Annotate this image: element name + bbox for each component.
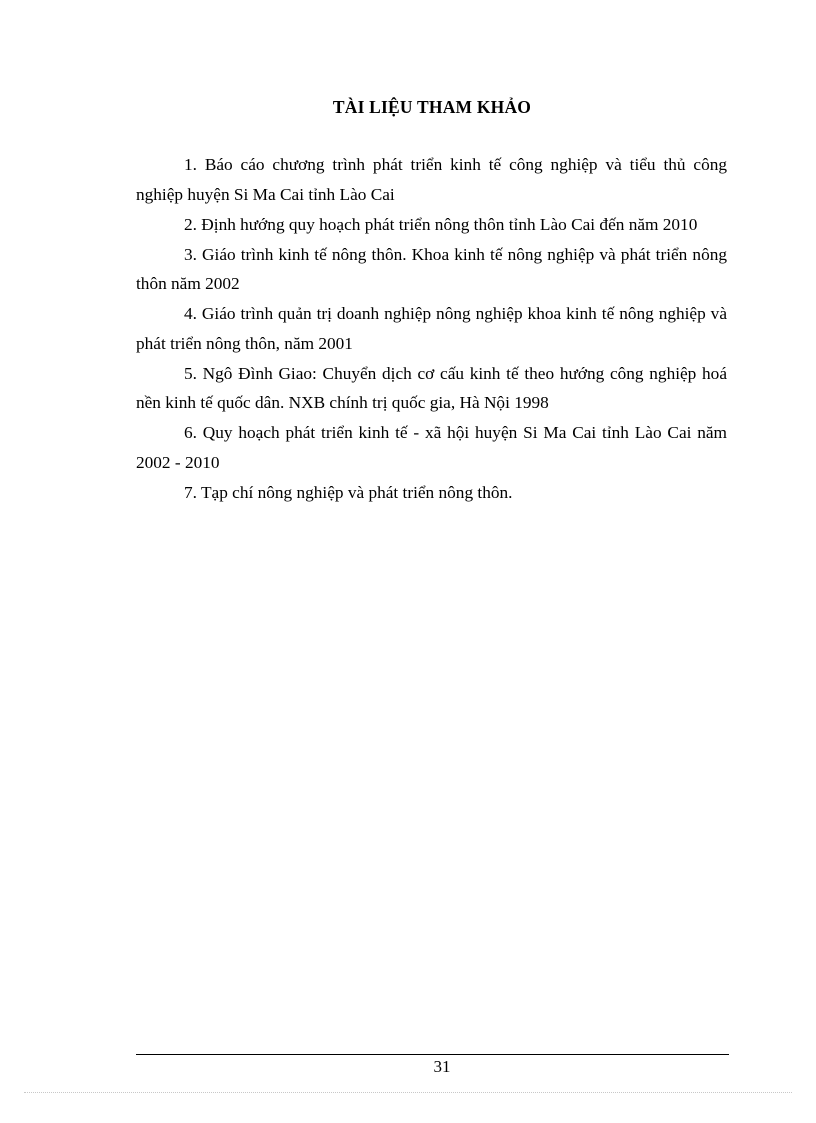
page-title: TÀI LIỆU THAM KHẢO — [332, 97, 532, 117]
page-number: 31 — [433, 1057, 451, 1076]
reference-item-2: 2. Định hướng quy hoạch phát triển nông thôn tỉnh Lào Cai đến năm 2010 — [184, 214, 698, 234]
reference-item-6: 6. Quy hoạch phát triển kinh tế - xã hội huyện Si Ma Cai tỉnh Lào Cai năm 2002 - 2010 — [136, 423, 727, 472]
reference-item-5: 5. Ngô Đình Giao: Chuyển dịch cơ cấu kinh tế theo hướng công nghiệp hoá nền kinh tế quốc dân. NXB chính trị quốc gia, Hà Nội 1998 — [136, 363, 727, 412]
reference-item-4: 4. Giáo trình quản trị doanh nghiệp nông nghiệp khoa kinh tế nông nghiệp và phát triển nông thôn, năm 2001 — [136, 304, 727, 353]
reference-list — [136, 150, 727, 508]
reference-item-7: 7. Tạp chí nông nghiệp và phát triển nông thôn. — [184, 482, 513, 502]
reference-item-1: 1. Báo cáo chương trình phát triển kinh tế công nghiệp và tiểu thủ công nghiệp huyện Si Ma Cai tỉnh Lào Cai — [136, 155, 727, 204]
page-edge-divider — [24, 1092, 792, 1093]
footer-divider — [136, 1054, 729, 1055]
reference-item-3: 3. Giáo trình kinh tế nông thôn. Khoa kinh tế nông nghiệp và phát triển nông thôn năm 2002 — [136, 244, 727, 293]
